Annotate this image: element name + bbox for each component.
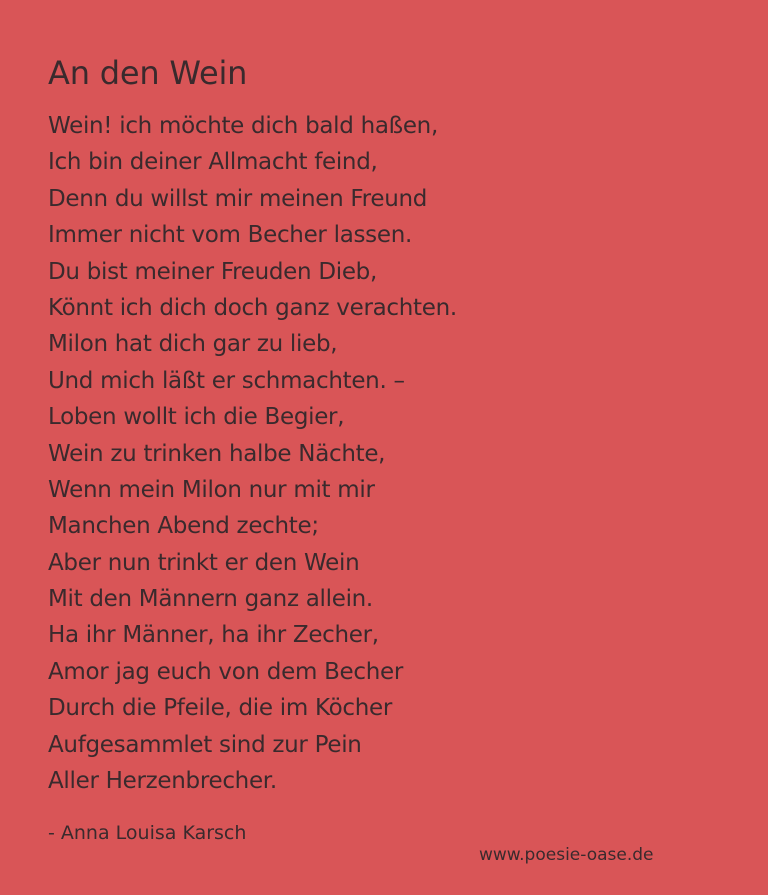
poem-line: Wein zu trinken halbe Nächte,	[48, 440, 386, 467]
poem-author: - Anna Louisa Karsch	[48, 822, 247, 844]
website-credit: www.poesie-oase.de	[479, 845, 654, 865]
poem-line: Mit den Männern ganz allein.	[48, 586, 373, 613]
poem-line: Und mich läßt er schmachten. –	[48, 367, 405, 394]
poem-line: Immer nicht vom Becher lassen.	[48, 222, 412, 249]
poem-line: Wein! ich möchte dich bald haßen,	[48, 113, 438, 139]
poem-line: Aller Herzenbrecher.	[48, 768, 277, 795]
poem-line: Könnt ich dich doch ganz verachten.	[48, 294, 457, 321]
poem-line: Wenn mein Milon nur mit mir	[48, 476, 375, 503]
poem-line: Manchen Abend zechte;	[48, 513, 319, 540]
poem-line: Milon hat dich gar zu lieb,	[48, 331, 338, 358]
poem-line: Du bist meiner Freuden Dieb,	[48, 258, 377, 285]
poem-line: Aufgesammlet sind zur Pein	[48, 731, 362, 758]
poem-line: Loben wollt ich die Begier,	[48, 404, 345, 431]
poem-title: An den Wein	[48, 54, 248, 92]
poem-line: Ich bin deiner Allmacht feind,	[48, 149, 378, 176]
poem-body	[48, 108, 457, 799]
poem-line: Amor jag euch von dem Becher	[48, 658, 404, 685]
poem-line: Aber nun trinkt er den Wein	[48, 549, 360, 576]
poem-line: Durch die Pfeile, die im Köcher	[48, 695, 392, 722]
poem-line: Denn du willst mir meinen Freund	[48, 185, 428, 212]
poem-line: Ha ihr Männer, ha ihr Zecher,	[48, 622, 379, 649]
